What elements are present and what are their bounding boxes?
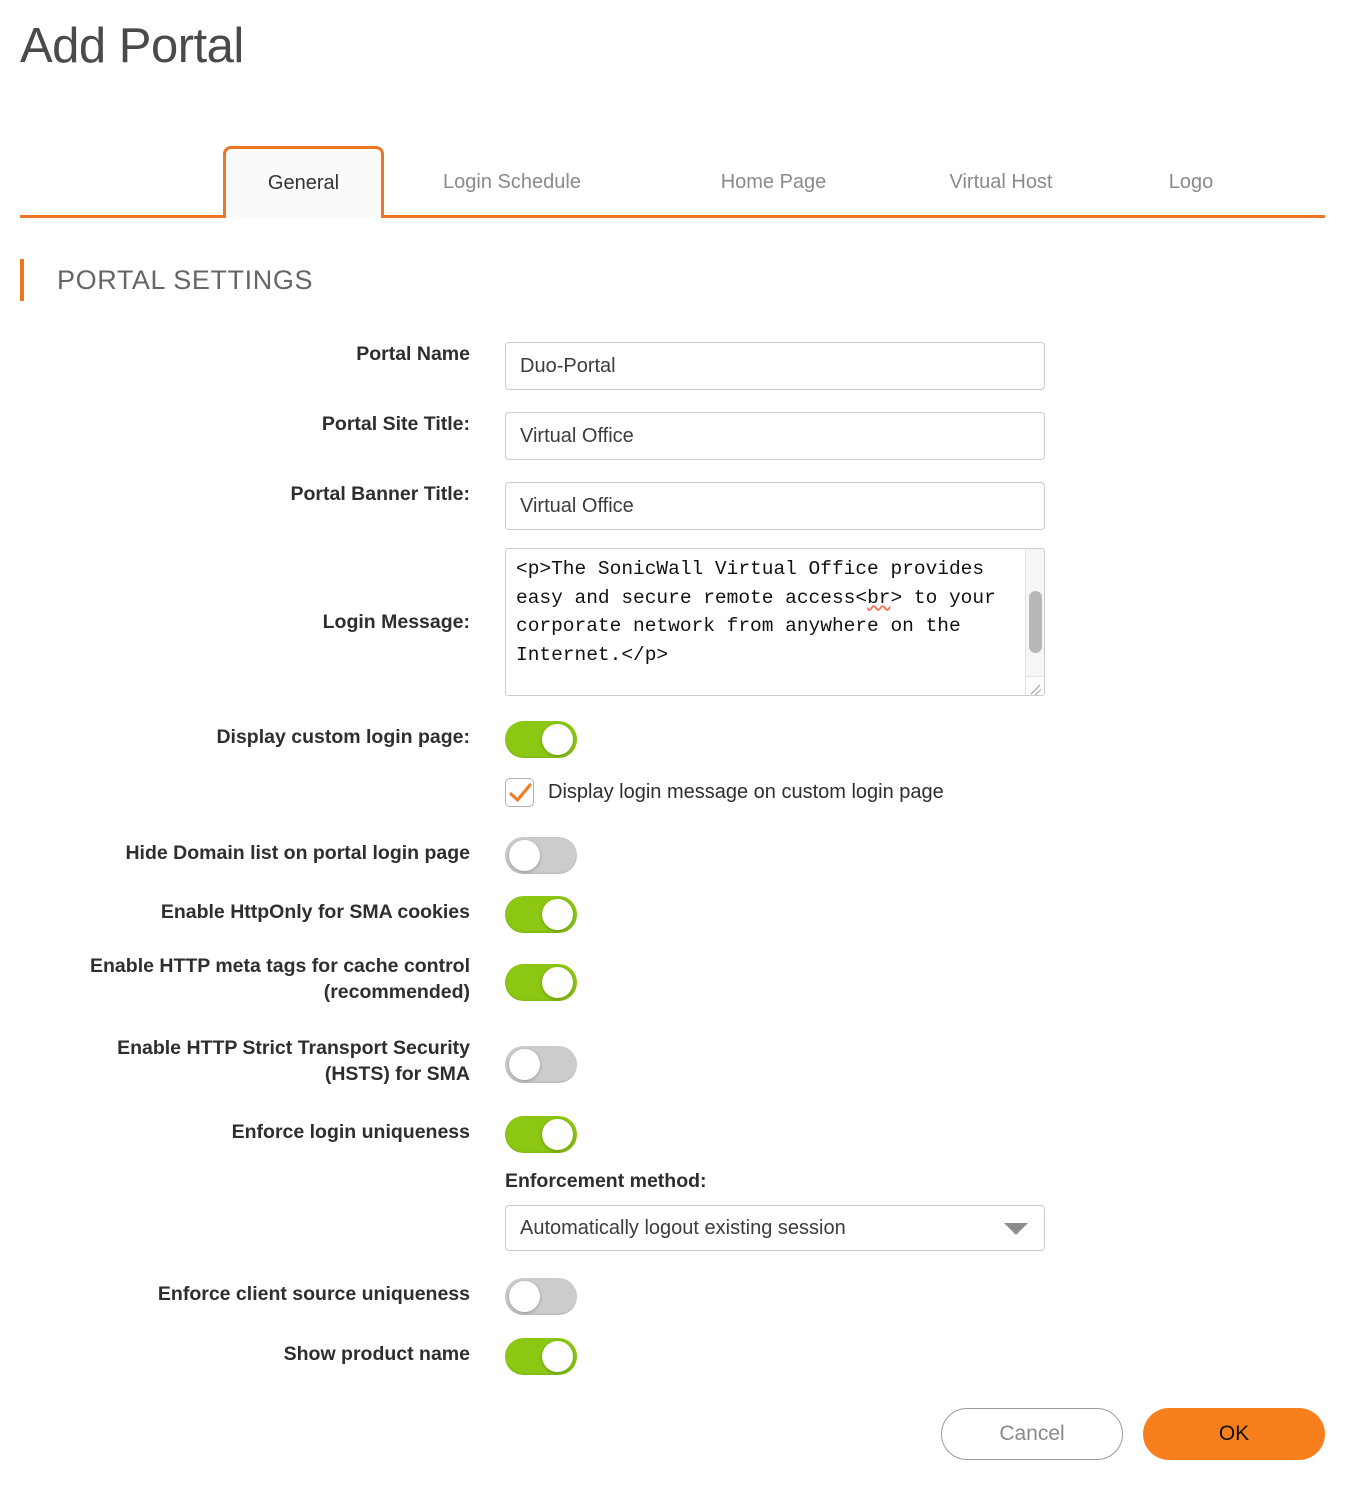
checkbox-display-login-message[interactable]: [505, 778, 944, 807]
checkbox-box[interactable]: [505, 778, 534, 807]
label-portal-site-title: Portal Site Title:: [321, 413, 470, 435]
row-portal-banner-title: [0, 482, 1350, 548]
row-enforce-login-uniqueness: [0, 1116, 1350, 1170]
toggle-knob: [509, 1049, 540, 1080]
label-enable-hsts: [0, 1033, 470, 1088]
portal-site-title-input[interactable]: [505, 412, 1045, 460]
label-enable-httponly: Enable HttpOnly for SMA cookies: [160, 901, 470, 923]
enforcement-method-select[interactable]: [505, 1205, 1045, 1251]
toggle-knob: [542, 899, 573, 930]
toggle-knob: [542, 1119, 573, 1150]
toggle-enforce-login-uniqueness[interactable]: [505, 1116, 577, 1153]
section-title: PORTAL SETTINGS: [57, 264, 314, 295]
login-message-text: [516, 555, 1008, 691]
toggle-knob: [509, 840, 540, 871]
login-message-part2: > to your corporate network from anywhere on the Internet.</p>: [516, 586, 1008, 666]
tab-baseline-left: [20, 215, 223, 218]
tab-bar: [0, 146, 1350, 218]
dialog-footer: [0, 1408, 1325, 1460]
toggle-knob: [542, 724, 573, 755]
login-message-part1: <p>The SonicWall Virtual Office provides easy and secure remote access<: [516, 558, 996, 609]
tab-login-schedule[interactable]: Login Schedule: [443, 170, 581, 193]
tab-logo[interactable]: Logo: [1168, 170, 1214, 193]
toggle-knob: [542, 1341, 573, 1372]
label-enforce-login-uniqueness: Enforce login uniqueness: [231, 1121, 470, 1143]
checkbox-label: Display login message on custom login page: [548, 781, 944, 803]
portal-settings-form: [0, 342, 1350, 1396]
cancel-button[interactable]: Cancel: [941, 1408, 1123, 1460]
tab-virtual-host[interactable]: Virtual Host: [949, 170, 1053, 193]
toggle-enable-http-meta-tags[interactable]: [505, 964, 577, 1001]
chevron-down-icon: [1004, 1223, 1028, 1235]
label-portal-name: Portal Name: [356, 343, 470, 365]
toggle-hide-domain-list[interactable]: [505, 837, 577, 874]
enforcement-method-value: Automatically logout existing session: [520, 1216, 846, 1239]
row-enforce-client-source-uniqueness: [0, 1278, 1350, 1338]
tab-home-page[interactable]: Home Page: [720, 170, 827, 193]
label-line-2: (HSTS) for SMA: [324, 1062, 470, 1085]
label-line-2: (recommended): [323, 980, 470, 1003]
row-login-message: [0, 548, 1350, 721]
row-show-product-name: [0, 1338, 1350, 1396]
label-display-custom-login-page: Display custom login page:: [216, 726, 470, 748]
toggle-knob: [509, 1281, 540, 1312]
row-hide-domain-list: [0, 837, 1350, 896]
toggle-knob: [542, 967, 573, 998]
row-enforcement-method: [0, 1170, 1350, 1278]
page-title: Add Portal: [20, 19, 244, 73]
login-message-misspelled-word: br: [867, 586, 891, 609]
section-accent-bar: [20, 259, 24, 301]
label-show-product-name: Show product name: [283, 1343, 470, 1365]
label-line-1: Enable HTTP meta tags for cache control: [90, 955, 470, 977]
label-login-message: Login Message:: [322, 611, 470, 633]
row-enable-hsts: [0, 1033, 1350, 1116]
textarea-resize-grip-icon[interactable]: [1025, 676, 1044, 695]
toggle-enable-hsts[interactable]: [505, 1046, 577, 1083]
label-hide-domain-list: Hide Domain list on portal login page: [125, 842, 470, 864]
row-enable-http-meta-tags: [0, 951, 1350, 1033]
checkmark-icon: [509, 783, 532, 804]
label-line-1: Enable HTTP Strict Transport Security: [117, 1037, 470, 1059]
portal-name-input[interactable]: [505, 342, 1045, 390]
ok-button[interactable]: OK: [1143, 1408, 1325, 1460]
row-portal-name: [0, 342, 1350, 412]
section-header: [20, 258, 313, 302]
row-enable-httponly: [0, 896, 1350, 951]
label-enforcement-method: Enforcement method:: [505, 1170, 707, 1192]
row-display-custom-login-page: [0, 721, 1350, 778]
login-message-textarea[interactable]: [505, 548, 1045, 696]
row-portal-site-title: [0, 412, 1350, 482]
toggle-enable-httponly[interactable]: [505, 896, 577, 933]
label-enforce-client-source-uniqueness: Enforce client source uniqueness: [157, 1283, 470, 1305]
label-enable-http-meta-tags: [0, 951, 470, 1006]
textarea-scrollbar[interactable]: [1025, 549, 1044, 676]
toggle-show-product-name[interactable]: [505, 1338, 577, 1375]
label-portal-banner-title: Portal Banner Title:: [290, 483, 470, 505]
portal-banner-title-input[interactable]: [505, 482, 1045, 530]
toggle-display-custom-login-page[interactable]: [505, 721, 577, 758]
row-display-login-message-checkbox: [0, 778, 1350, 837]
textarea-scrollbar-thumb[interactable]: [1029, 591, 1042, 653]
tab-general[interactable]: General: [223, 146, 384, 218]
toggle-enforce-client-source-uniqueness[interactable]: [505, 1278, 577, 1315]
